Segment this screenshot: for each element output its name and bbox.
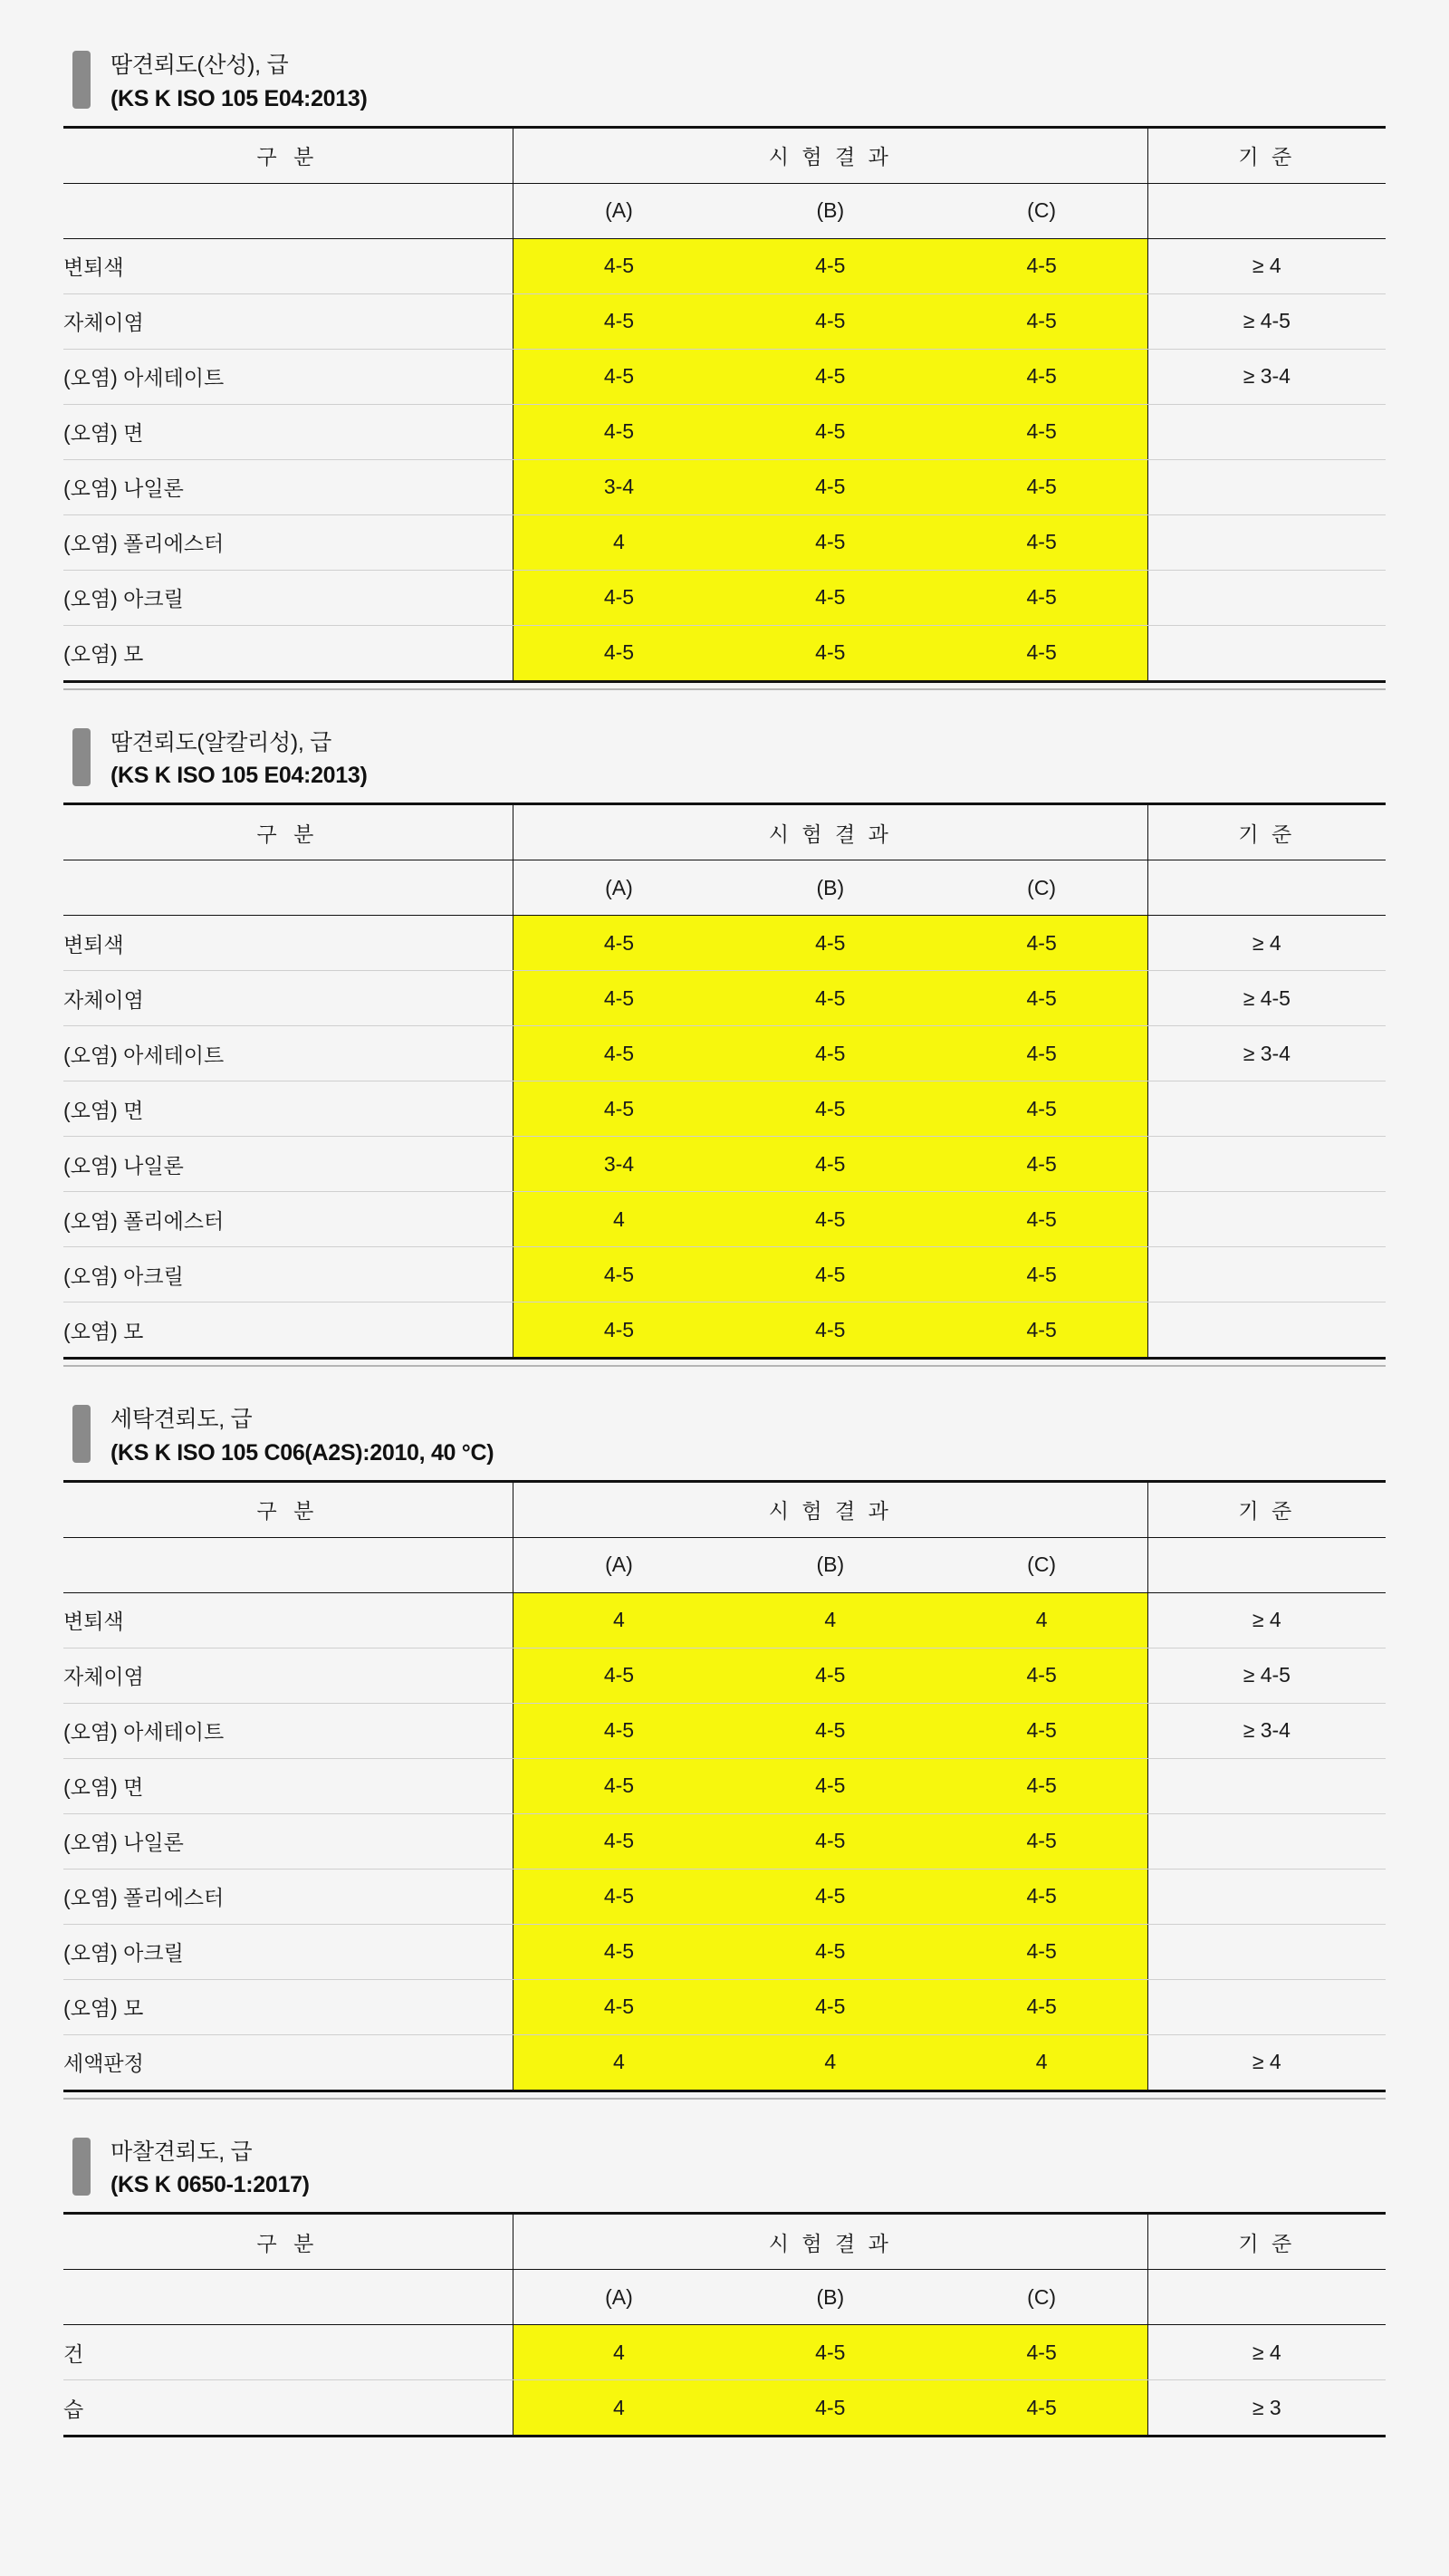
cell-value-a: 4-5: [513, 971, 724, 1026]
table-row: [63, 1247, 1386, 1302]
table-row: [63, 293, 1386, 349]
cell-standard: [1147, 404, 1386, 459]
cell-standard: [1147, 570, 1386, 625]
table-row: [63, 2380, 1386, 2437]
table-row: [63, 404, 1386, 459]
cell-value-a: 4-5: [513, 238, 724, 293]
cell-standard: ≥ 4: [1147, 2325, 1386, 2380]
cell-value-b: 4-5: [724, 1979, 936, 2034]
section-marker-icon: [72, 2138, 91, 2196]
cell-standard: ≥ 4-5: [1147, 1648, 1386, 1703]
cell-value-b: 4-5: [724, 1869, 936, 1924]
cell-value-c: 4-5: [936, 459, 1148, 514]
row-label: (오염) 폴리에스터: [63, 1869, 513, 1924]
cell-value-b: 4-5: [724, 293, 936, 349]
cell-value-b: 4-5: [724, 349, 936, 404]
cell-standard: ≥ 3-4: [1147, 349, 1386, 404]
cell-value-a: 4: [513, 2325, 724, 2380]
cell-value-a: 4-5: [513, 1302, 724, 1359]
row-label: (오염) 폴리에스터: [63, 1192, 513, 1247]
section-marker-icon: [72, 1405, 91, 1463]
table-header-row: [63, 804, 1386, 860]
cell-standard: ≥ 4-5: [1147, 293, 1386, 349]
header-division: 구 분: [63, 2214, 513, 2270]
cell-value-b: 4-5: [724, 1247, 936, 1302]
cell-value-a: 4-5: [513, 1703, 724, 1758]
section-marker-icon: [72, 51, 91, 109]
header-division: 구 분: [63, 1481, 513, 1537]
cell-value-c: 4-5: [936, 1813, 1148, 1869]
subheader-empty: [63, 860, 513, 916]
row-label: 세액판정: [63, 2034, 513, 2091]
sections-container: [63, 36, 1386, 2448]
cell-value-c: 4-5: [936, 625, 1148, 681]
cell-standard: [1147, 1869, 1386, 1924]
subheader-standard-empty: [1147, 1537, 1386, 1592]
cell-value-c: 4-5: [936, 238, 1148, 293]
report-section: [63, 714, 1386, 1375]
row-label: (오염) 아세테이트: [63, 349, 513, 404]
cell-standard: [1147, 1247, 1386, 1302]
table-row: [63, 2325, 1386, 2380]
cell-value-c: 4-5: [936, 293, 1148, 349]
table-row: [63, 1869, 1386, 1924]
cell-value-c: 4-5: [936, 971, 1148, 1026]
subheader-standard-empty: [1147, 183, 1386, 238]
cell-value-b: 4-5: [724, 514, 936, 570]
row-label: 습: [63, 2380, 513, 2437]
bottom-spacer: [63, 2437, 1386, 2448]
cell-value-a: 4-5: [513, 349, 724, 404]
row-label: 변퇴색: [63, 1592, 513, 1648]
row-label: (오염) 모: [63, 625, 513, 681]
cell-value-b: 4-5: [724, 1648, 936, 1703]
cell-value-c: 4-5: [936, 1648, 1148, 1703]
section-divider: [63, 2098, 1386, 2107]
cell-value-b: 4-5: [724, 570, 936, 625]
cell-value-a: 4-5: [513, 916, 724, 971]
table-subheader-row: [63, 183, 1386, 238]
section-divider: [63, 1365, 1386, 1374]
cell-value-c: 4-5: [936, 916, 1148, 971]
report-section: [63, 2123, 1386, 2449]
subheader-a: (A): [513, 183, 724, 238]
table-row: [63, 1081, 1386, 1137]
section-header: [63, 714, 1386, 802]
cell-value-b: 4-5: [724, 1758, 936, 1813]
table-row: [63, 349, 1386, 404]
header-result: 시 험 결 과: [513, 1481, 1147, 1537]
row-label: (오염) 폴리에스터: [63, 514, 513, 570]
table-row: [63, 1192, 1386, 1247]
cell-value-c: 4-5: [936, 1758, 1148, 1813]
cell-standard: [1147, 1137, 1386, 1192]
table-subheader-row: [63, 860, 1386, 916]
header-division: 구 분: [63, 804, 513, 860]
table-row: [63, 1979, 1386, 2034]
row-label: 자체이염: [63, 293, 513, 349]
cell-value-a: 4: [513, 514, 724, 570]
section-title-block: [110, 728, 368, 793]
cell-value-b: 4-5: [724, 2380, 936, 2437]
section-title-block: [110, 2138, 310, 2202]
table-subheader-row: [63, 1537, 1386, 1592]
table-subheader-row: [63, 2270, 1386, 2325]
cell-standard: [1147, 514, 1386, 570]
subheader-a: (A): [513, 2270, 724, 2325]
header-standard: 기 준: [1147, 804, 1386, 860]
table-row: [63, 570, 1386, 625]
cell-value-c: 4: [936, 2034, 1148, 2091]
section-divider: [63, 688, 1386, 697]
cell-standard: ≥ 4-5: [1147, 971, 1386, 1026]
cell-standard: [1147, 1758, 1386, 1813]
subheader-c: (C): [936, 1537, 1148, 1592]
table-row: [63, 514, 1386, 570]
cell-value-a: 4-5: [513, 1869, 724, 1924]
cell-value-b: 4-5: [724, 916, 936, 971]
section-title: 세탁견뢰도, 급: [110, 1407, 253, 1432]
cell-standard: ≥ 4: [1147, 2034, 1386, 2091]
cell-value-b: 4: [724, 2034, 936, 2091]
cell-standard: [1147, 459, 1386, 514]
table-row: [63, 1592, 1386, 1648]
report-section: [63, 1390, 1386, 2107]
cell-value-c: 4-5: [936, 1081, 1148, 1137]
section-standard-code: (KS K 0650-1:2017): [110, 2172, 310, 2198]
table-row: [63, 1924, 1386, 1979]
table-header-row: [63, 127, 1386, 183]
cell-value-a: 4-5: [513, 1026, 724, 1081]
table-row: [63, 2034, 1386, 2091]
cell-standard: ≥ 3: [1147, 2380, 1386, 2437]
cell-value-a: 4-5: [513, 1758, 724, 1813]
subheader-b: (B): [724, 2270, 936, 2325]
cell-value-c: 4-5: [936, 404, 1148, 459]
cell-value-c: 4-5: [936, 1979, 1148, 2034]
cell-value-c: 4-5: [936, 349, 1148, 404]
cell-standard: ≥ 4: [1147, 1592, 1386, 1648]
section-title: 땀견뢰도(산성), 급: [110, 53, 289, 78]
cell-value-a: 4-5: [513, 625, 724, 681]
cell-value-a: 4: [513, 2380, 724, 2437]
table-row: [63, 1758, 1386, 1813]
header-standard: 기 준: [1147, 127, 1386, 183]
section-header: [63, 1390, 1386, 1478]
subheader-empty: [63, 1537, 513, 1592]
table-row: [63, 1137, 1386, 1192]
row-label: (오염) 면: [63, 1758, 513, 1813]
subheader-c: (C): [936, 2270, 1148, 2325]
cell-value-b: 4-5: [724, 459, 936, 514]
row-label: (오염) 아크릴: [63, 1247, 513, 1302]
subheader-a: (A): [513, 860, 724, 916]
cell-value-c: 4-5: [936, 1703, 1148, 1758]
row-label: (오염) 모: [63, 1979, 513, 2034]
cell-value-c: 4-5: [936, 1924, 1148, 1979]
cell-value-b: 4-5: [724, 1703, 936, 1758]
table-row: [63, 625, 1386, 681]
row-label: (오염) 나일론: [63, 459, 513, 514]
cell-value-b: 4-5: [724, 1137, 936, 1192]
row-label: (오염) 아세테이트: [63, 1026, 513, 1081]
report-section: [63, 36, 1386, 697]
table-row: [63, 1813, 1386, 1869]
cell-value-b: 4-5: [724, 1081, 936, 1137]
row-label: (오염) 아크릴: [63, 1924, 513, 1979]
table-row: [63, 1302, 1386, 1359]
cell-value-b: 4-5: [724, 1924, 936, 1979]
cell-value-b: 4-5: [724, 1192, 936, 1247]
table-row: [63, 916, 1386, 971]
cell-value-a: 3-4: [513, 1137, 724, 1192]
subheader-standard-empty: [1147, 860, 1386, 916]
subheader-a: (A): [513, 1537, 724, 1592]
row-label: 건: [63, 2325, 513, 2380]
results-table: [63, 1480, 1386, 2092]
cell-value-a: 4-5: [513, 404, 724, 459]
cell-value-b: 4-5: [724, 1026, 936, 1081]
cell-standard: ≥ 4: [1147, 238, 1386, 293]
section-marker-icon: [72, 728, 91, 786]
header-standard: 기 준: [1147, 1481, 1386, 1537]
cell-standard: [1147, 625, 1386, 681]
cell-value-a: 4-5: [513, 1648, 724, 1703]
table-row: [63, 1648, 1386, 1703]
section-standard-code: (KS K ISO 105 E04:2013): [110, 85, 368, 111]
cell-standard: [1147, 1924, 1386, 1979]
row-label: 변퇴색: [63, 238, 513, 293]
cell-value-b: 4-5: [724, 971, 936, 1026]
cell-value-b: 4-5: [724, 238, 936, 293]
subheader-standard-empty: [1147, 2270, 1386, 2325]
cell-standard: ≥ 3-4: [1147, 1703, 1386, 1758]
table-row: [63, 459, 1386, 514]
cell-standard: [1147, 1192, 1386, 1247]
cell-value-c: 4-5: [936, 1137, 1148, 1192]
results-table: [63, 2212, 1386, 2437]
section-title: 땀견뢰도(알칼리성), 급: [110, 729, 331, 755]
header-result: 시 험 결 과: [513, 2214, 1147, 2270]
header-division: 구 분: [63, 127, 513, 183]
cell-value-a: 4-5: [513, 293, 724, 349]
cell-value-c: 4-5: [936, 1026, 1148, 1081]
table-row: [63, 971, 1386, 1026]
cell-value-a: 4-5: [513, 1924, 724, 1979]
table-header-row: [63, 2214, 1386, 2270]
cell-standard: [1147, 1979, 1386, 2034]
section-standard-code: (KS K ISO 105 E04:2013): [110, 763, 368, 789]
cell-value-b: 4-5: [724, 2325, 936, 2380]
cell-value-a: 4-5: [513, 1979, 724, 2034]
subheader-empty: [63, 2270, 513, 2325]
cell-value-a: 4: [513, 1592, 724, 1648]
section-title: 마찰견뢰도, 급: [110, 2139, 253, 2165]
cell-value-c: 4-5: [936, 514, 1148, 570]
cell-value-c: 4-5: [936, 570, 1148, 625]
cell-standard: [1147, 1081, 1386, 1137]
section-header: [63, 2123, 1386, 2211]
section-title-block: [110, 51, 368, 115]
results-table: [63, 803, 1386, 1360]
subheader-b: (B): [724, 183, 936, 238]
table-row: [63, 1703, 1386, 1758]
cell-value-a: 4-5: [513, 1081, 724, 1137]
header-result: 시 험 결 과: [513, 127, 1147, 183]
cell-value-c: 4-5: [936, 2325, 1148, 2380]
cell-value-a: 4: [513, 2034, 724, 2091]
cell-value-b: 4: [724, 1592, 936, 1648]
cell-value-b: 4-5: [724, 404, 936, 459]
row-label: 자체이염: [63, 971, 513, 1026]
section-standard-code: (KS K ISO 105 C06(A2S):2010, 40 °C): [110, 1439, 494, 1466]
results-table: [63, 126, 1386, 683]
row-label: (오염) 면: [63, 404, 513, 459]
section-title-block: [110, 1405, 494, 1469]
cell-value-c: 4: [936, 1592, 1148, 1648]
row-label: (오염) 모: [63, 1302, 513, 1359]
subheader-b: (B): [724, 1537, 936, 1592]
row-label: (오염) 아크릴: [63, 570, 513, 625]
cell-value-b: 4-5: [724, 1813, 936, 1869]
cell-value-a: 3-4: [513, 459, 724, 514]
header-standard: 기 준: [1147, 2214, 1386, 2270]
cell-value-a: 4-5: [513, 1813, 724, 1869]
row-label: 변퇴색: [63, 916, 513, 971]
cell-value-c: 4-5: [936, 2380, 1148, 2437]
subheader-c: (C): [936, 860, 1148, 916]
header-result: 시 험 결 과: [513, 804, 1147, 860]
cell-standard: ≥ 4: [1147, 916, 1386, 971]
subheader-c: (C): [936, 183, 1148, 238]
row-label: 자체이염: [63, 1648, 513, 1703]
cell-standard: ≥ 3-4: [1147, 1026, 1386, 1081]
row-label: (오염) 면: [63, 1081, 513, 1137]
table-row: [63, 1026, 1386, 1081]
subheader-empty: [63, 183, 513, 238]
cell-value-c: 4-5: [936, 1869, 1148, 1924]
section-header: [63, 36, 1386, 124]
row-label: (오염) 나일론: [63, 1813, 513, 1869]
cell-standard: [1147, 1302, 1386, 1359]
cell-value-a: 4-5: [513, 1247, 724, 1302]
row-label: (오염) 나일론: [63, 1137, 513, 1192]
cell-value-a: 4-5: [513, 570, 724, 625]
row-label: (오염) 아세테이트: [63, 1703, 513, 1758]
cell-value-c: 4-5: [936, 1247, 1148, 1302]
cell-value-b: 4-5: [724, 1302, 936, 1359]
cell-standard: [1147, 1813, 1386, 1869]
cell-value-c: 4-5: [936, 1302, 1148, 1359]
table-row: [63, 238, 1386, 293]
cell-value-c: 4-5: [936, 1192, 1148, 1247]
cell-value-a: 4: [513, 1192, 724, 1247]
cell-value-b: 4-5: [724, 625, 936, 681]
table-header-row: [63, 1481, 1386, 1537]
subheader-b: (B): [724, 860, 936, 916]
